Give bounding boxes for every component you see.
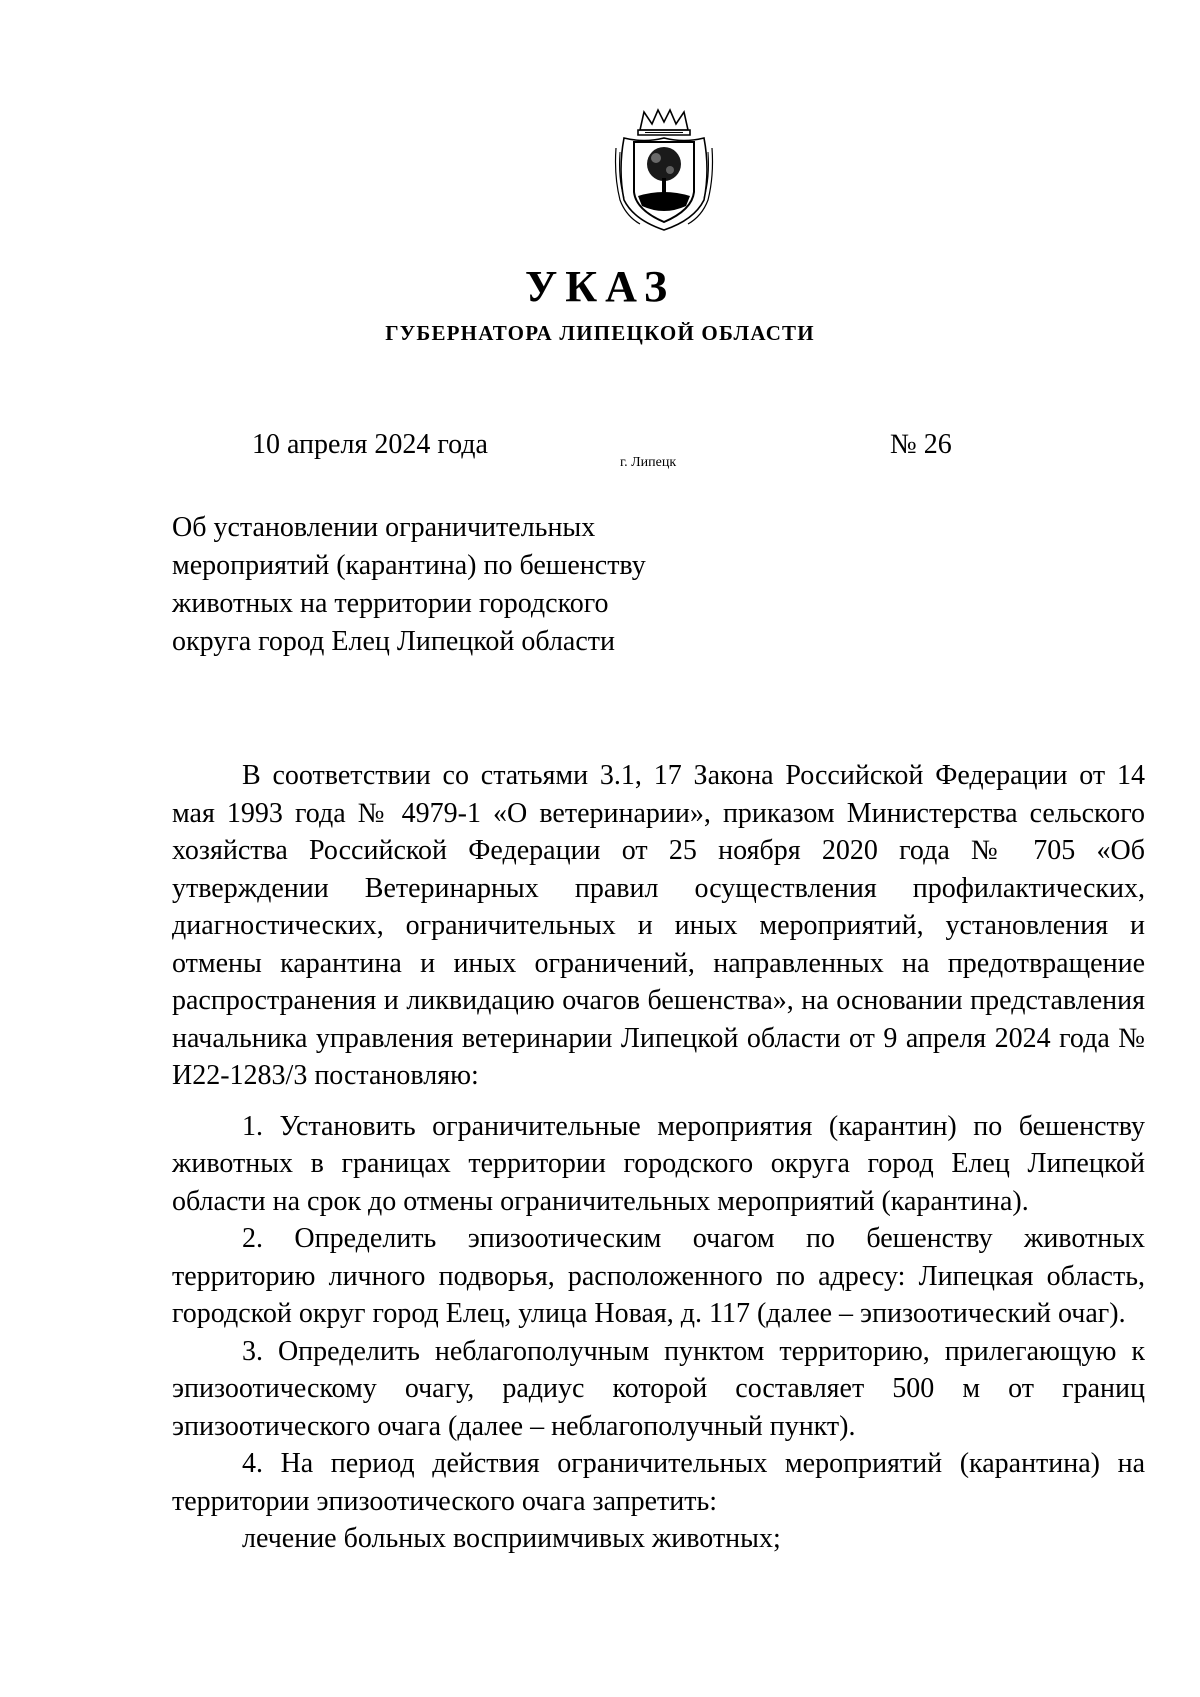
- subject-line: Об установлении ограничительных: [172, 512, 596, 543]
- decree-date: 10 апреля 2024 года: [252, 429, 488, 460]
- decree-city: г. Липецк: [620, 455, 677, 470]
- clause-1-paragraph: 1. Установить ограничительные мероприятия (карантин) по бешенству животных в границах территории городского округа город Елец Липецкой области на срок до отмены ограничительных мероприятий (карантина).: [172, 1110, 1145, 1217]
- clause-4-subitem: лечение больных восприимчивых животных;: [242, 1523, 781, 1554]
- decree-subject: [172, 509, 692, 661]
- coat-of-arms-icon: [612, 108, 716, 236]
- clause-4-paragraph: 4. На период действия ограничительных мероприятий (карантина) на территории эпизоотического очага запретить:: [172, 1448, 1145, 1517]
- subject-line: округа город Елец Липецкой области: [172, 626, 615, 657]
- clause-2-paragraph: 2. Определить эпизоотическим очагом по бешенству животных территорию личного подворья, расположенного по адресу: Липецкая область, городской округ город Елец, улица Новая, д. 117 (далее – эпизоотический очаг).: [172, 1223, 1145, 1329]
- clause-3-paragraph: 3. Определить неблагополучным пунктом территорию, прилегающую к эпизоотическому очагу, радиус которой составляет 500 м от границ эпизоотического очага (далее – неблагополучный пункт).: [172, 1335, 1145, 1442]
- decree-number: № 26: [890, 429, 952, 460]
- issuer-heading: ГУБЕРНАТОРА ЛИПЕЦКОЙ ОБЛАСТИ: [385, 321, 815, 345]
- preamble-paragraph: В соответствии со статьями 3.1, 17 Закона Российской Федерации от 14 мая 1993 года № 4979-1 «О ветеринарии», приказом Министерства сельского хозяйства Российской Федерации от 25 ноября 2020 года № 705 «Об утверждении Ветеринарных правил осуществления профилактических, диагностических, ограничительных и иных мероприятий, установления и отмены карантина и иных ограничений, направленных на предотвращение распространения и ликвидацию очагов бешенства», на основании представления начальника управления ветеринарии Липецкой области от 9 апреля 2024 года № И22-1283/3 постановляю:: [172, 760, 1145, 1091]
- decree-body: [172, 757, 1145, 1558]
- subject-line: мероприятий (карантина) по бешенству: [172, 550, 646, 581]
- subject-line: животных на территории городского: [172, 588, 609, 619]
- document-type-heading: УКАЗ: [524, 262, 676, 311]
